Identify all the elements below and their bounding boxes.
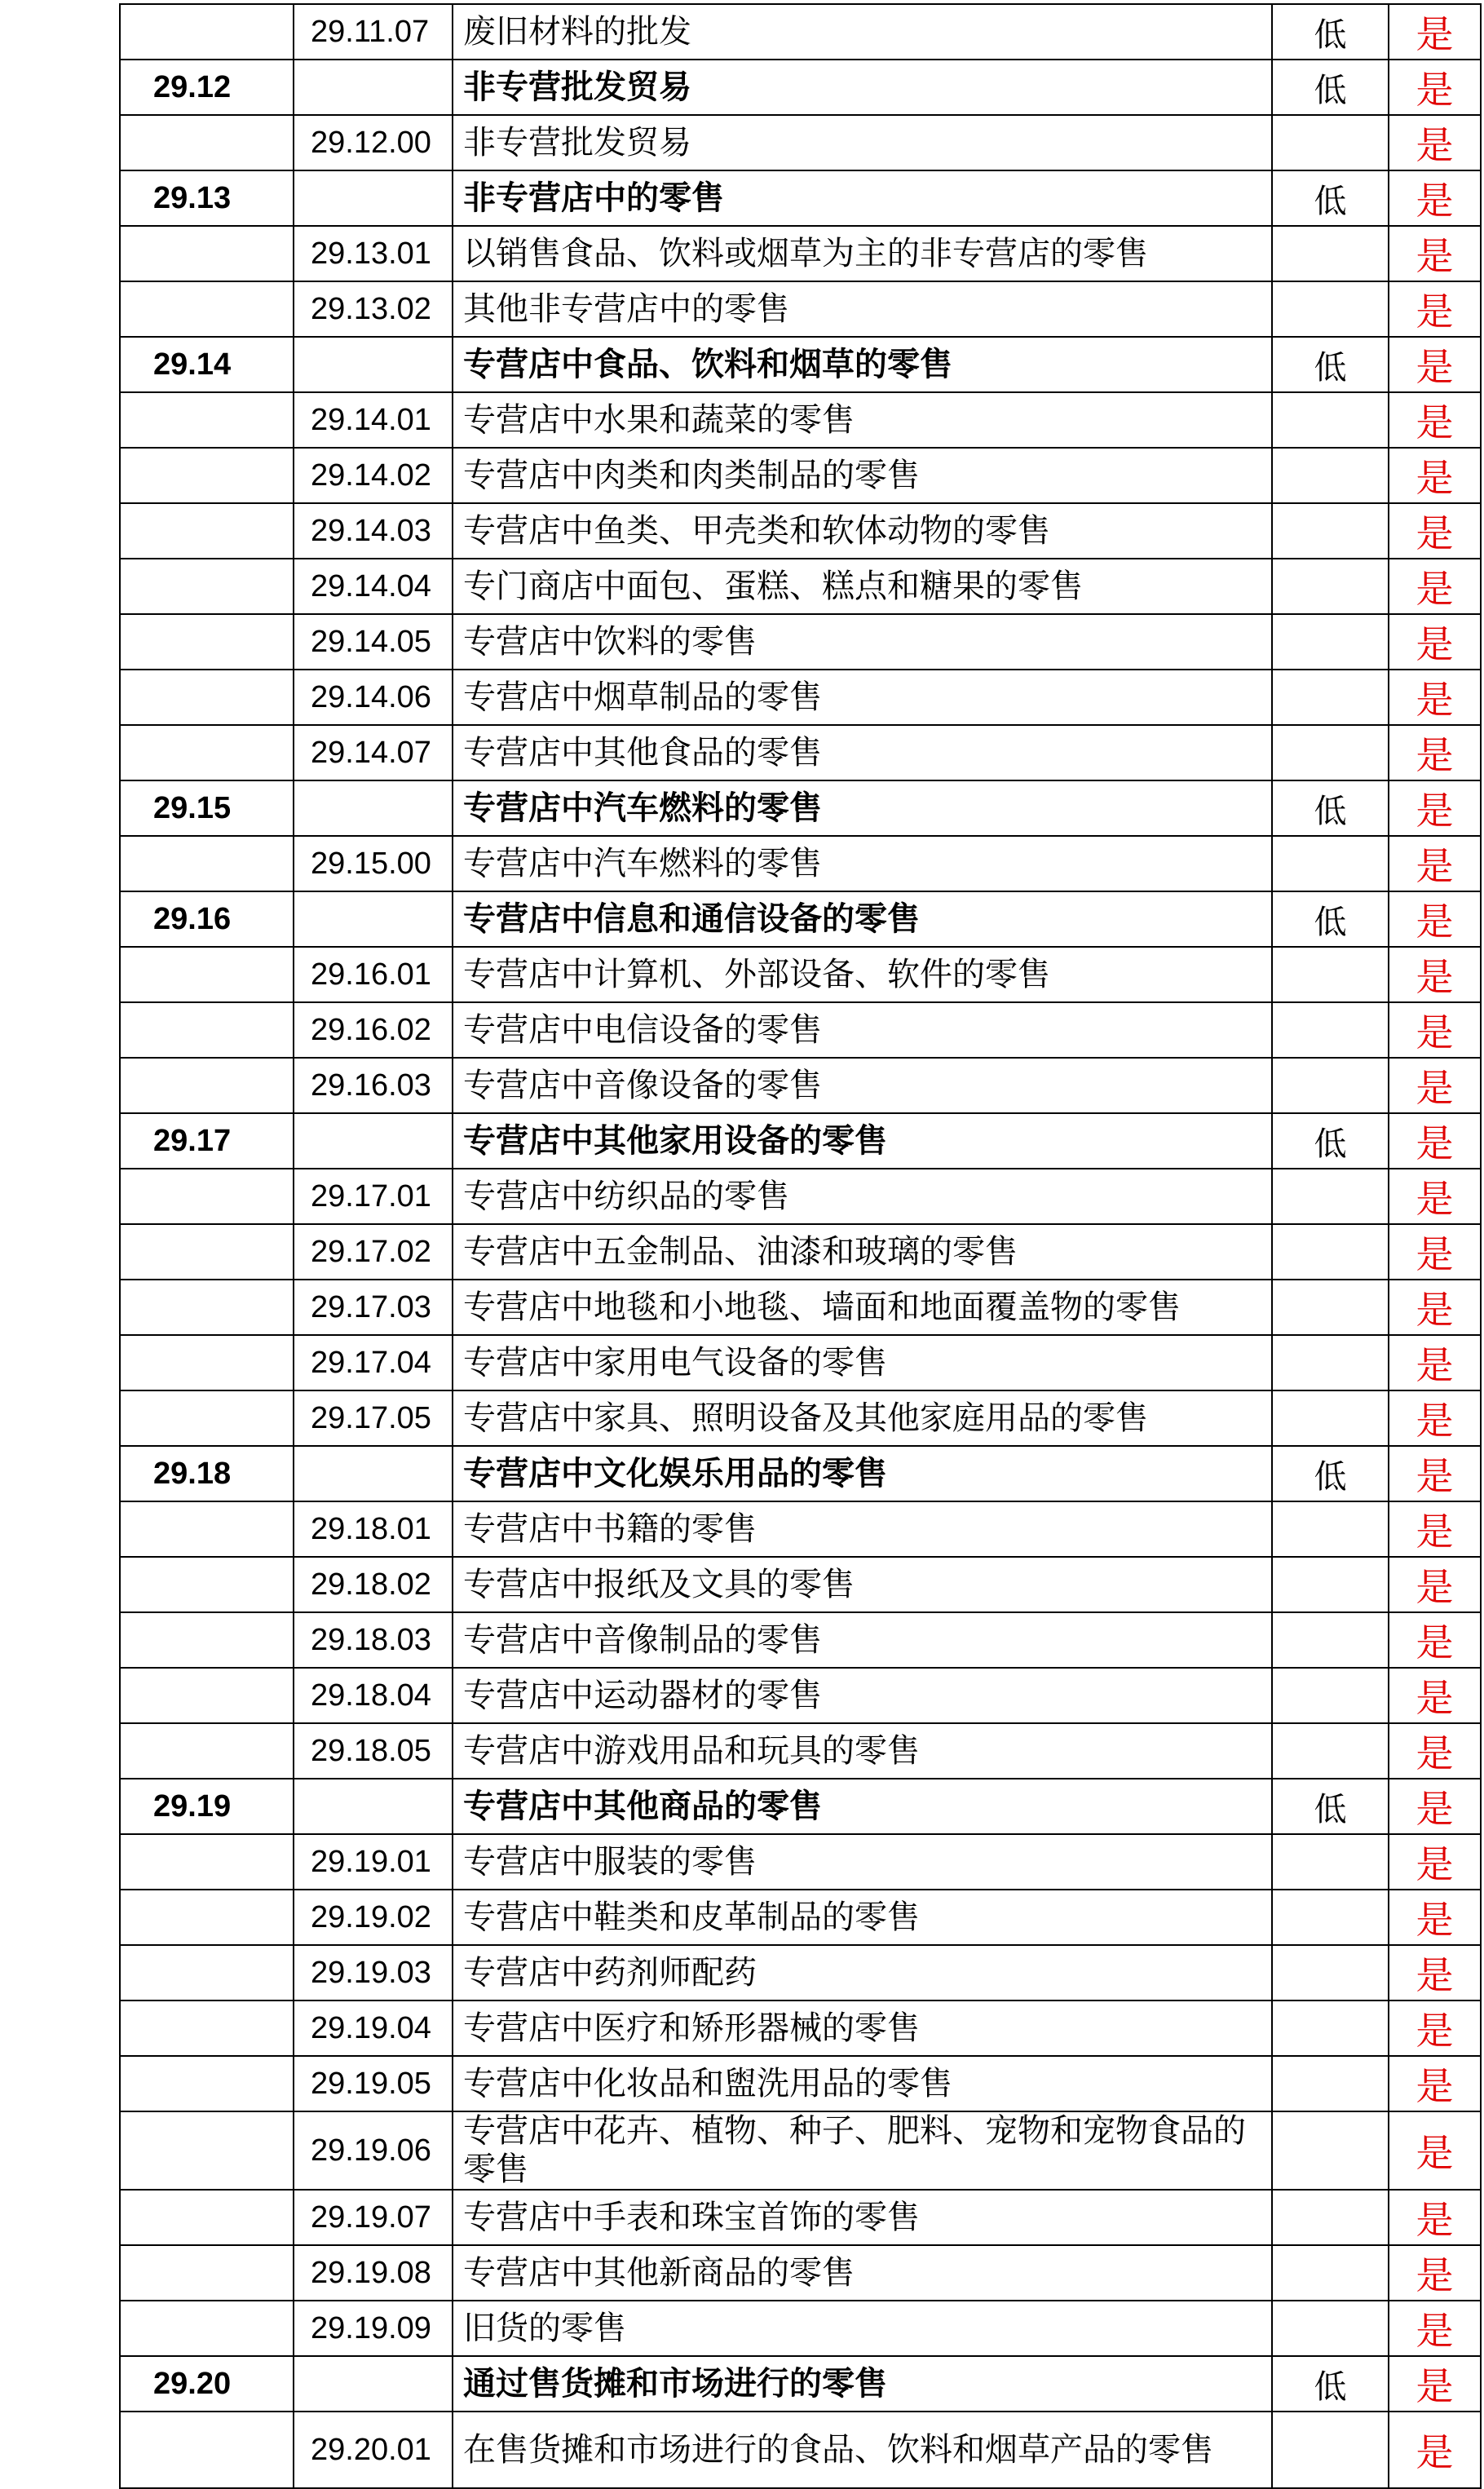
table-row bbox=[120, 670, 1481, 725]
item-code-cell: 29.14.02 bbox=[294, 448, 453, 503]
item-code-cell: 29.17.01 bbox=[294, 1169, 453, 1224]
risk-level-cell bbox=[1272, 2412, 1389, 2488]
flag-cell: 是 bbox=[1389, 780, 1481, 836]
flag-cell: 是 bbox=[1389, 1779, 1481, 1834]
table-row bbox=[120, 1723, 1481, 1779]
item-code-cell bbox=[294, 60, 453, 115]
risk-level-cell bbox=[1272, 670, 1389, 725]
activity-name-cell: 专营店中水果和蔬菜的零售 bbox=[453, 392, 1272, 448]
flag-cell: 是 bbox=[1389, 2111, 1481, 2190]
risk-level-cell bbox=[1272, 836, 1389, 891]
flag-cell: 是 bbox=[1389, 448, 1481, 503]
item-code-cell: 29.13.01 bbox=[294, 226, 453, 281]
table-row bbox=[120, 392, 1481, 448]
flag-cell: 是 bbox=[1389, 725, 1481, 780]
risk-level-cell: 低 bbox=[1272, 1113, 1389, 1169]
item-code-cell: 29.19.01 bbox=[294, 1834, 453, 1890]
table-row bbox=[120, 1612, 1481, 1668]
group-code-cell bbox=[120, 115, 294, 170]
item-code-cell: 29.17.02 bbox=[294, 1224, 453, 1280]
activity-name-cell: 专营店中书籍的零售 bbox=[453, 1501, 1272, 1557]
activity-name-cell: 专营店中其他家用设备的零售 bbox=[453, 1113, 1272, 1169]
table-row bbox=[120, 1335, 1481, 1390]
activity-name-cell: 通过售货摊和市场进行的零售 bbox=[453, 2356, 1272, 2412]
item-code-cell bbox=[294, 1113, 453, 1169]
flag-cell: 是 bbox=[1389, 836, 1481, 891]
classification-table bbox=[119, 3, 1482, 2489]
activity-name-cell: 专营店中计算机、外部设备、软件的零售 bbox=[453, 947, 1272, 1002]
item-code-cell: 29.14.03 bbox=[294, 503, 453, 559]
group-code-cell bbox=[120, 2301, 294, 2356]
table-row bbox=[120, 1945, 1481, 2000]
item-code-cell: 29.20.01 bbox=[294, 2412, 453, 2488]
group-code-cell: 29.19 bbox=[120, 1779, 294, 1834]
table-row bbox=[120, 1890, 1481, 1945]
group-code-cell bbox=[120, 1335, 294, 1390]
activity-name-cell: 专营店中家具、照明设备及其他家庭用品的零售 bbox=[453, 1390, 1272, 1446]
group-row bbox=[120, 2356, 1481, 2412]
group-code-cell bbox=[120, 1280, 294, 1335]
item-code-cell: 29.19.05 bbox=[294, 2056, 453, 2111]
flag-cell: 是 bbox=[1389, 891, 1481, 947]
flag-cell: 是 bbox=[1389, 1058, 1481, 1113]
group-code-cell bbox=[120, 1058, 294, 1113]
group-code-cell bbox=[120, 1668, 294, 1723]
activity-name-cell: 以销售食品、饮料或烟草为主的非专营店的零售 bbox=[453, 226, 1272, 281]
activity-name-cell: 专营店中音像设备的零售 bbox=[453, 1058, 1272, 1113]
risk-level-cell bbox=[1272, 725, 1389, 780]
item-code-cell: 29.14.07 bbox=[294, 725, 453, 780]
item-code-cell bbox=[294, 337, 453, 392]
group-code-cell bbox=[120, 725, 294, 780]
risk-level-cell bbox=[1272, 1945, 1389, 2000]
group-code-cell bbox=[120, 559, 294, 614]
group-code-cell bbox=[120, 1834, 294, 1890]
group-code-cell: 29.18 bbox=[120, 1446, 294, 1501]
group-row bbox=[120, 170, 1481, 226]
table-row bbox=[120, 281, 1481, 337]
table-row bbox=[120, 1834, 1481, 1890]
item-code-cell: 29.14.05 bbox=[294, 614, 453, 670]
item-code-cell bbox=[294, 2356, 453, 2412]
flag-cell: 是 bbox=[1389, 1668, 1481, 1723]
group-code-cell bbox=[120, 392, 294, 448]
flag-cell: 是 bbox=[1389, 503, 1481, 559]
group-code-cell bbox=[120, 281, 294, 337]
risk-level-cell bbox=[1272, 614, 1389, 670]
item-code-cell: 29.12.00 bbox=[294, 115, 453, 170]
item-code-cell: 29.17.03 bbox=[294, 1280, 453, 1335]
table-row bbox=[120, 725, 1481, 780]
flag-cell: 是 bbox=[1389, 1723, 1481, 1779]
activity-name-cell: 废旧材料的批发 bbox=[453, 4, 1272, 60]
group-code-cell bbox=[120, 1002, 294, 1058]
item-code-cell: 29.16.02 bbox=[294, 1002, 453, 1058]
risk-level-cell bbox=[1272, 2190, 1389, 2245]
activity-name-cell: 专营店中其他新商品的零售 bbox=[453, 2245, 1272, 2301]
risk-level-cell bbox=[1272, 1501, 1389, 1557]
activity-name-cell: 在售货摊和市场进行的食品、饮料和烟草产品的零售 bbox=[453, 2412, 1272, 2488]
group-code-cell bbox=[120, 1890, 294, 1945]
activity-name-cell: 专营店中肉类和肉类制品的零售 bbox=[453, 448, 1272, 503]
group-code-cell bbox=[120, 2056, 294, 2111]
table-row bbox=[120, 614, 1481, 670]
group-code-cell bbox=[120, 2190, 294, 2245]
table-row bbox=[120, 115, 1481, 170]
item-code-cell bbox=[294, 891, 453, 947]
flag-cell: 是 bbox=[1389, 670, 1481, 725]
risk-level-cell: 低 bbox=[1272, 337, 1389, 392]
activity-name-cell: 专营店中电信设备的零售 bbox=[453, 1002, 1272, 1058]
table-row bbox=[120, 2245, 1481, 2301]
table-row bbox=[120, 2056, 1481, 2111]
risk-level-cell: 低 bbox=[1272, 1779, 1389, 1834]
flag-cell: 是 bbox=[1389, 1612, 1481, 1668]
flag-cell: 是 bbox=[1389, 1945, 1481, 2000]
activity-name-cell: 专营店中地毯和小地毯、墙面和地面覆盖物的零售 bbox=[453, 1280, 1272, 1335]
risk-level-cell bbox=[1272, 1335, 1389, 1390]
risk-level-cell bbox=[1272, 947, 1389, 1002]
activity-name-cell: 专营店中手表和珠宝首饰的零售 bbox=[453, 2190, 1272, 2245]
flag-cell: 是 bbox=[1389, 337, 1481, 392]
risk-level-cell: 低 bbox=[1272, 4, 1389, 60]
activity-name-cell: 专营店中文化娱乐用品的零售 bbox=[453, 1446, 1272, 1501]
table-row bbox=[120, 1501, 1481, 1557]
item-code-cell: 29.18.04 bbox=[294, 1668, 453, 1723]
table-body bbox=[120, 4, 1481, 2488]
risk-level-cell bbox=[1272, 1058, 1389, 1113]
risk-level-cell bbox=[1272, 448, 1389, 503]
group-code-cell: 29.16 bbox=[120, 891, 294, 947]
group-row bbox=[120, 1446, 1481, 1501]
group-code-cell bbox=[120, 947, 294, 1002]
risk-level-cell: 低 bbox=[1272, 780, 1389, 836]
item-code-cell bbox=[294, 1446, 453, 1501]
group-code-cell bbox=[120, 503, 294, 559]
risk-level-cell bbox=[1272, 1390, 1389, 1446]
group-code-cell: 29.17 bbox=[120, 1113, 294, 1169]
item-code-cell: 29.16.01 bbox=[294, 947, 453, 1002]
activity-name-cell: 专营店中五金制品、油漆和玻璃的零售 bbox=[453, 1224, 1272, 1280]
activity-name-cell: 专营店中汽车燃料的零售 bbox=[453, 836, 1272, 891]
flag-cell: 是 bbox=[1389, 1501, 1481, 1557]
table-row bbox=[120, 1224, 1481, 1280]
table-row bbox=[120, 1058, 1481, 1113]
group-row bbox=[120, 60, 1481, 115]
item-code-cell: 29.19.06 bbox=[294, 2111, 453, 2190]
table-row bbox=[120, 503, 1481, 559]
group-code-cell bbox=[120, 4, 294, 60]
flag-cell: 是 bbox=[1389, 947, 1481, 1002]
flag-cell: 是 bbox=[1389, 2412, 1481, 2488]
item-code-cell: 29.18.03 bbox=[294, 1612, 453, 1668]
risk-level-cell: 低 bbox=[1272, 170, 1389, 226]
risk-level-cell bbox=[1272, 226, 1389, 281]
item-code-cell: 29.19.04 bbox=[294, 2000, 453, 2056]
table-row bbox=[120, 448, 1481, 503]
risk-level-cell bbox=[1272, 2111, 1389, 2190]
flag-cell: 是 bbox=[1389, 2056, 1481, 2111]
item-code-cell: 29.19.09 bbox=[294, 2301, 453, 2356]
item-code-cell: 29.18.01 bbox=[294, 1501, 453, 1557]
group-row bbox=[120, 780, 1481, 836]
flag-cell: 是 bbox=[1389, 2356, 1481, 2412]
item-code-cell: 29.16.03 bbox=[294, 1058, 453, 1113]
item-code-cell: 29.13.02 bbox=[294, 281, 453, 337]
risk-level-cell bbox=[1272, 2245, 1389, 2301]
group-code-cell: 29.13 bbox=[120, 170, 294, 226]
group-code-cell bbox=[120, 836, 294, 891]
activity-name-cell: 专营店中药剂师配药 bbox=[453, 1945, 1272, 2000]
item-code-cell: 29.14.04 bbox=[294, 559, 453, 614]
activity-name-cell: 专营店中其他食品的零售 bbox=[453, 725, 1272, 780]
group-code-cell bbox=[120, 1501, 294, 1557]
activity-name-cell: 专营店中化妆品和盥洗用品的零售 bbox=[453, 2056, 1272, 2111]
risk-level-cell bbox=[1272, 1668, 1389, 1723]
risk-level-cell bbox=[1272, 559, 1389, 614]
table-row bbox=[120, 1668, 1481, 1723]
item-code-cell: 29.14.06 bbox=[294, 670, 453, 725]
risk-level-cell bbox=[1272, 503, 1389, 559]
risk-level-cell bbox=[1272, 392, 1389, 448]
flag-cell: 是 bbox=[1389, 1002, 1481, 1058]
flag-cell: 是 bbox=[1389, 170, 1481, 226]
group-code-cell: 29.14 bbox=[120, 337, 294, 392]
flag-cell: 是 bbox=[1389, 1834, 1481, 1890]
flag-cell: 是 bbox=[1389, 1335, 1481, 1390]
risk-level-cell: 低 bbox=[1272, 60, 1389, 115]
risk-level-cell bbox=[1272, 1280, 1389, 1335]
risk-level-cell bbox=[1272, 1834, 1389, 1890]
table-row bbox=[120, 2190, 1481, 2245]
flag-cell: 是 bbox=[1389, 559, 1481, 614]
group-code-cell: 29.20 bbox=[120, 2356, 294, 2412]
risk-level-cell bbox=[1272, 2000, 1389, 2056]
group-code-cell bbox=[120, 2245, 294, 2301]
activity-name-cell: 专营店中信息和通信设备的零售 bbox=[453, 891, 1272, 947]
risk-level-cell bbox=[1272, 115, 1389, 170]
activity-name-cell: 非专营店中的零售 bbox=[453, 170, 1272, 226]
group-code-cell bbox=[120, 2000, 294, 2056]
activity-name-cell: 专营店中食品、饮料和烟草的零售 bbox=[453, 337, 1272, 392]
flag-cell: 是 bbox=[1389, 60, 1481, 115]
group-row bbox=[120, 891, 1481, 947]
risk-level-cell bbox=[1272, 1890, 1389, 1945]
item-code-cell bbox=[294, 170, 453, 226]
flag-cell: 是 bbox=[1389, 281, 1481, 337]
risk-level-cell bbox=[1272, 1723, 1389, 1779]
flag-cell: 是 bbox=[1389, 1446, 1481, 1501]
item-code-cell: 29.15.00 bbox=[294, 836, 453, 891]
risk-level-cell: 低 bbox=[1272, 891, 1389, 947]
table-row bbox=[120, 2000, 1481, 2056]
activity-name-cell: 专营店中饮料的零售 bbox=[453, 614, 1272, 670]
activity-name-cell: 专营店中运动器材的零售 bbox=[453, 1668, 1272, 1723]
table-row bbox=[120, 1280, 1481, 1335]
flag-cell: 是 bbox=[1389, 1169, 1481, 1224]
risk-level-cell bbox=[1272, 2301, 1389, 2356]
activity-name-cell: 专营店中游戏用品和玩具的零售 bbox=[453, 1723, 1272, 1779]
item-code-cell: 29.14.01 bbox=[294, 392, 453, 448]
table-row bbox=[120, 1169, 1481, 1224]
activity-name-cell: 其他非专营店中的零售 bbox=[453, 281, 1272, 337]
activity-name-cell: 专营店中纺织品的零售 bbox=[453, 1169, 1272, 1224]
activity-name-cell: 专营店中鞋类和皮革制品的零售 bbox=[453, 1890, 1272, 1945]
group-code-cell bbox=[120, 1945, 294, 2000]
activity-name-cell: 专营店中汽车燃料的零售 bbox=[453, 780, 1272, 836]
item-code-cell bbox=[294, 780, 453, 836]
group-code-cell: 29.15 bbox=[120, 780, 294, 836]
activity-name-cell: 专营店中服装的零售 bbox=[453, 1834, 1272, 1890]
item-code-cell: 29.17.05 bbox=[294, 1390, 453, 1446]
risk-level-cell bbox=[1272, 1224, 1389, 1280]
activity-name-cell: 专营店中医疗和矫形器械的零售 bbox=[453, 2000, 1272, 2056]
activity-name-cell: 专营店中花卉、植物、种子、肥料、宠物和宠物食品的零售 bbox=[453, 2111, 1272, 2190]
table-row bbox=[120, 1002, 1481, 1058]
activity-name-cell: 专营店中家用电气设备的零售 bbox=[453, 1335, 1272, 1390]
table-row bbox=[120, 2301, 1481, 2356]
flag-cell: 是 bbox=[1389, 1224, 1481, 1280]
activity-name-cell: 专营店中鱼类、甲壳类和软体动物的零售 bbox=[453, 503, 1272, 559]
table-row bbox=[120, 559, 1481, 614]
activity-name-cell: 专营店中烟草制品的零售 bbox=[453, 670, 1272, 725]
flag-cell: 是 bbox=[1389, 1390, 1481, 1446]
risk-level-cell bbox=[1272, 2056, 1389, 2111]
group-code-cell bbox=[120, 1723, 294, 1779]
activity-name-cell: 旧货的零售 bbox=[453, 2301, 1272, 2356]
risk-level-cell bbox=[1272, 281, 1389, 337]
table-row bbox=[120, 1557, 1481, 1612]
flag-cell: 是 bbox=[1389, 614, 1481, 670]
flag-cell: 是 bbox=[1389, 1557, 1481, 1612]
group-code-cell bbox=[120, 1224, 294, 1280]
group-code-cell: 29.12 bbox=[120, 60, 294, 115]
group-code-cell bbox=[120, 226, 294, 281]
item-code-cell: 29.19.07 bbox=[294, 2190, 453, 2245]
table-row bbox=[120, 1390, 1481, 1446]
table-row bbox=[120, 947, 1481, 1002]
item-code-cell: 29.18.02 bbox=[294, 1557, 453, 1612]
flag-cell: 是 bbox=[1389, 392, 1481, 448]
flag-cell: 是 bbox=[1389, 4, 1481, 60]
flag-cell: 是 bbox=[1389, 2000, 1481, 2056]
risk-level-cell bbox=[1272, 1557, 1389, 1612]
risk-level-cell: 低 bbox=[1272, 2356, 1389, 2412]
table-row bbox=[120, 4, 1481, 60]
group-code-cell bbox=[120, 1169, 294, 1224]
group-row bbox=[120, 1779, 1481, 1834]
item-code-cell: 29.19.03 bbox=[294, 1945, 453, 2000]
table-row bbox=[120, 2111, 1481, 2190]
risk-level-cell bbox=[1272, 1002, 1389, 1058]
group-code-cell bbox=[120, 2412, 294, 2488]
table-row bbox=[120, 2412, 1481, 2488]
activity-name-cell: 非专营批发贸易 bbox=[453, 115, 1272, 170]
activity-name-cell: 非专营批发贸易 bbox=[453, 60, 1272, 115]
table-row bbox=[120, 226, 1481, 281]
flag-cell: 是 bbox=[1389, 2190, 1481, 2245]
flag-cell: 是 bbox=[1389, 226, 1481, 281]
risk-level-cell bbox=[1272, 1169, 1389, 1224]
activity-name-cell: 专营店中其他商品的零售 bbox=[453, 1779, 1272, 1834]
flag-cell: 是 bbox=[1389, 1280, 1481, 1335]
item-code-cell: 29.11.07 bbox=[294, 4, 453, 60]
risk-level-cell: 低 bbox=[1272, 1446, 1389, 1501]
activity-name-cell: 专营店中音像制品的零售 bbox=[453, 1612, 1272, 1668]
risk-level-cell bbox=[1272, 1612, 1389, 1668]
group-code-cell bbox=[120, 1612, 294, 1668]
item-code-cell: 29.19.08 bbox=[294, 2245, 453, 2301]
group-code-cell bbox=[120, 1557, 294, 1612]
flag-cell: 是 bbox=[1389, 115, 1481, 170]
group-row bbox=[120, 337, 1481, 392]
flag-cell: 是 bbox=[1389, 1113, 1481, 1169]
activity-name-cell: 专门商店中面包、蛋糕、糕点和糖果的零售 bbox=[453, 559, 1272, 614]
group-code-cell bbox=[120, 670, 294, 725]
item-code-cell: 29.18.05 bbox=[294, 1723, 453, 1779]
activity-name-cell: 专营店中报纸及文具的零售 bbox=[453, 1557, 1272, 1612]
table-row bbox=[120, 836, 1481, 891]
group-code-cell bbox=[120, 1390, 294, 1446]
group-code-cell bbox=[120, 614, 294, 670]
group-row bbox=[120, 1113, 1481, 1169]
flag-cell: 是 bbox=[1389, 2301, 1481, 2356]
item-code-cell bbox=[294, 1779, 453, 1834]
flag-cell: 是 bbox=[1389, 2245, 1481, 2301]
flag-cell: 是 bbox=[1389, 1890, 1481, 1945]
item-code-cell: 29.17.04 bbox=[294, 1335, 453, 1390]
group-code-cell bbox=[120, 2111, 294, 2190]
item-code-cell: 29.19.02 bbox=[294, 1890, 453, 1945]
group-code-cell bbox=[120, 448, 294, 503]
